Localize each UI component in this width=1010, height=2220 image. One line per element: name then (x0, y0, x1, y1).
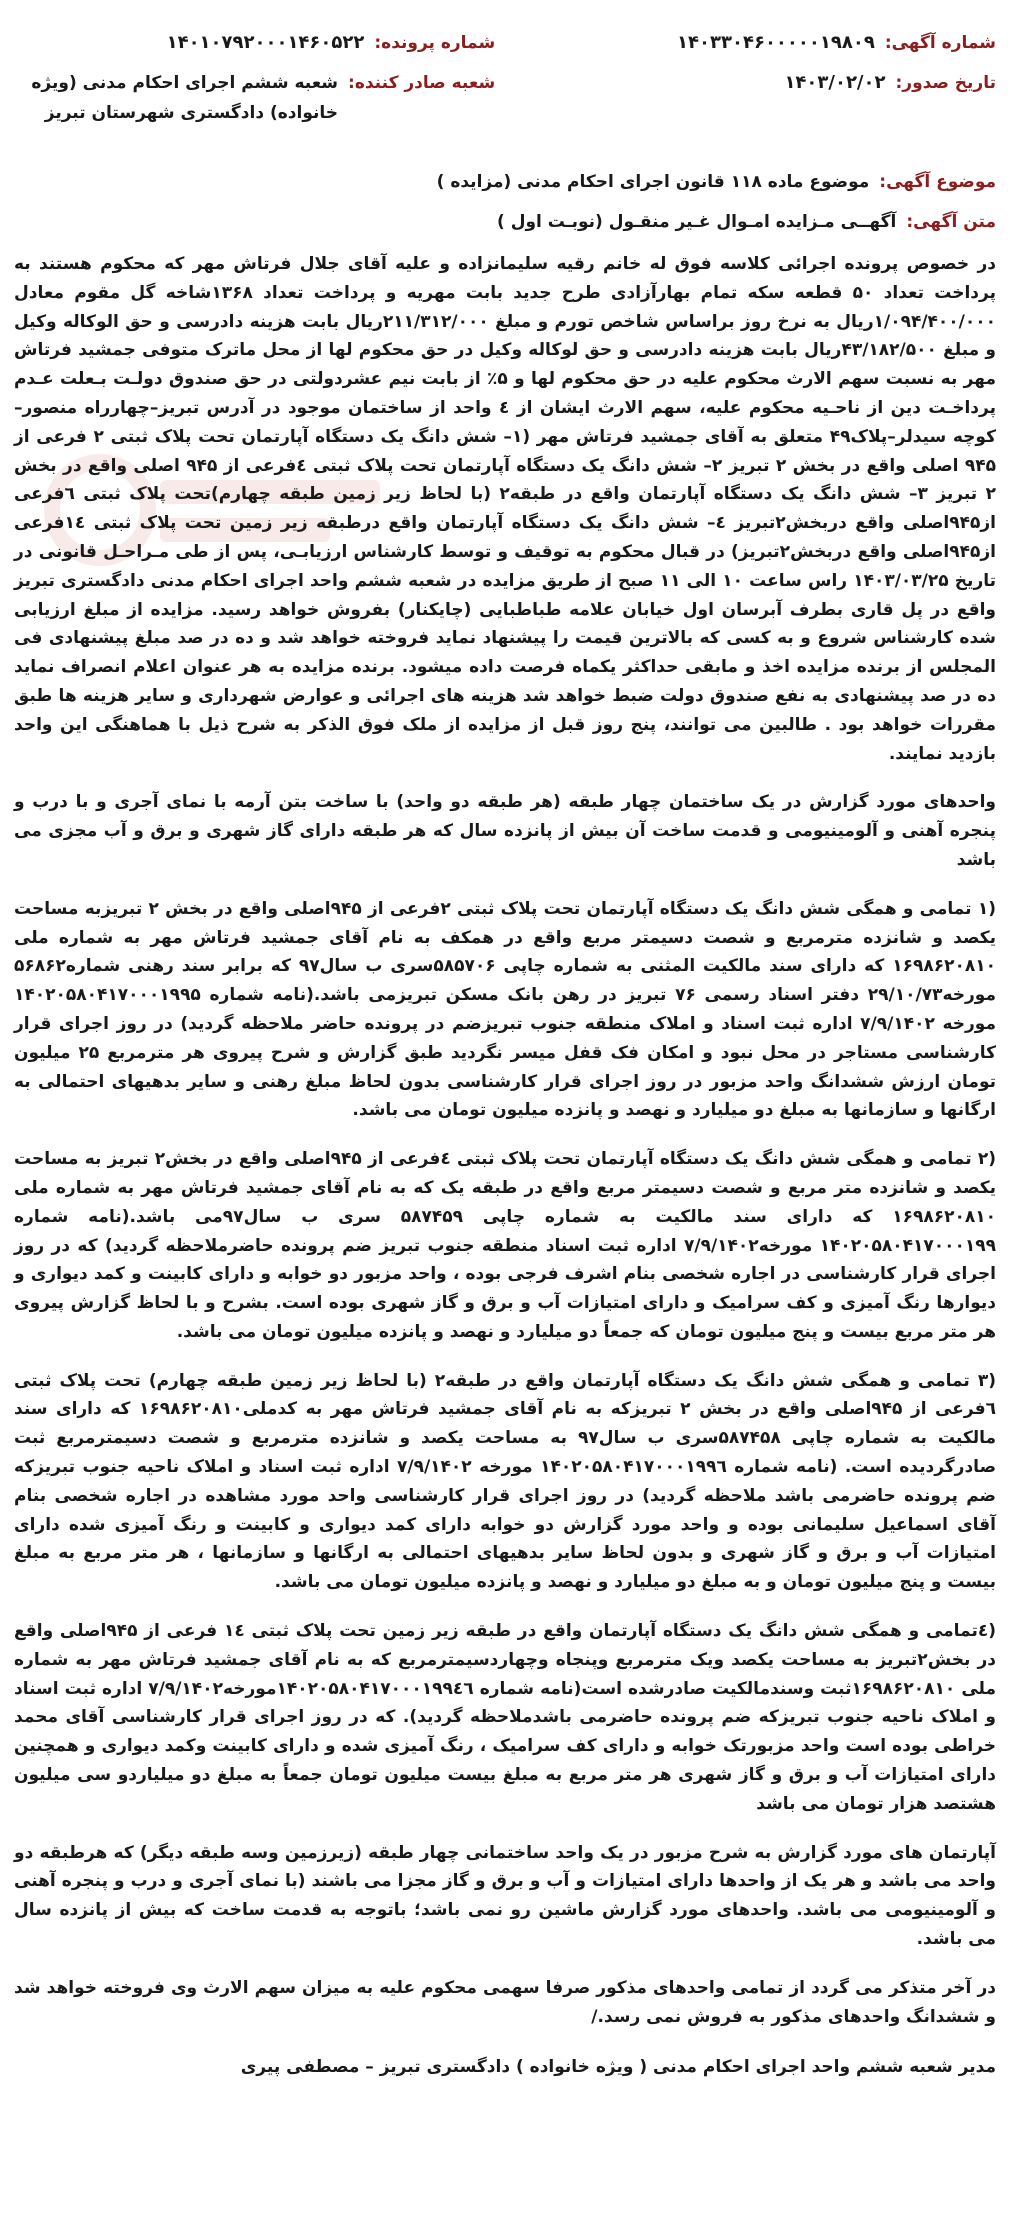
issue-date-value: ۱۴۰۳/۰۲/۰۲ (784, 72, 886, 93)
subject-label: موضوع آگهی: (879, 172, 996, 192)
issue-date-label: تاریخ صدور: (895, 73, 996, 93)
paragraph-summary: آپارتمان های مورد گزارش به شرح مزبور در یک واحد ساختمانی چهار طبقه (زیرزمین وسه طبقه دیگر) که هرطبقه دو واحد می باشد و هر یک از واحدها دارای امتیازات و آب و برق و گاز مجزا می باشند (با نمای آجری و درب و پنجره آهنی و آلومینیومی می باشد. واحدهای مورد گزارش ماشین رو نمی باشد؛ باتوجه به قدمت ساخت که بیش از پانزده سال می باشد. (14, 1842, 996, 1950)
meta-row-2 (14, 68, 996, 128)
paragraph-intro: در خصوص پرونده اجرائی کلاسه فوق له خانم رقیه سلیمانزاده و علیه آقای جلال فرتاش مهر که محکوم هستند به پرداخت تعداد ۵۰ قطعه سکه تمام بهارآزادی طرح جدید بابت مهریه و پرداخت تعداد ۱۳۶۸شاخه گل مقوم معادل ۱/۰۹۴/۴۰۰/۰۰۰ریال به نرخ روز براساس شاخص تورم و مبلغ ۲۱۱/۳۱۲/۰۰۰ریال بابت هزینه دادرسی و حق الوکاله وکیل و مبلغ ۴۳/۱۸۲/۵۰۰ریال بابت هزینه دادرسی و حق لوکاله وکیل در حق محکوم لها از محل ماترک متوفی جمشید فرتاش مهر به نسبت سهم الارث محکوم علیه در حق محکوم لها و ۵٪ از بابت نیم عشردولتی در حق صندوق دولـت بـعلت عـدم پرداخـت دین از ناحـیه محکوم علیه، سهم الارث ایشان از ٤ واحد از ساختمان موجود در آدرس تبریز–چهارراه منصور–کوچه سیدلر–پلاک۴۹ متعلق به آقای جمشید فرتاش مهر (۱– شش دانگ یک دستگاه آپارتمان تحت پلاک ثبتی ۲ فرعی از ۹۴۵ اصلی واقع در بخش ۲ تبریز ۲– شش دانگ یک دستگاه آپارتمان تحت پلاک ثبتی ٤فرعی از ۹۴۵ اصلی واقع در بخش ۲ تبریز ۳– شش دانگ یک دستگاه آپارتمان واقع در طبقه۲ (با لحاظ زیر زمین طبقه چهارم)تحت پلاک ثبتی ٦فرعی از۹۴۵اصلی واقع دربخش۲تبریز ٤– شش دانگ یک دستگاه آپارتمان واقع درطبقه زیر زمین تحت پلاک ثبتی ١٤فرعی از۹۴۵اصلی واقع دربخش۲تبریز) در قبال محکوم به توقیف و توسط کارشناس ارزیابـی، پس از طی مـراحـل قانونی در تاریخ ۱۴۰۳/۰۳/۲۵ راس ساعت ۱۰ الی ۱۱ صبح از طریق مزایده در شعبه ششم واحد اجرای احکام مدنی دادگستری تبریز واقع در پل قاری بطرف آبرسان اول خیابان علامه طباطبایی (چایکنار) بفروش خواهد رسید. مزایده از مبلغ ارزیابی شده کارشناس شروع و به کسی که بالاترین قیمت را پیشنهاد نماید فروخته خواهد شد و ده در صد مبلغ پیشنهادی فی المجلس از برنده مزایده اخذ و مابقی حداکثر یکماه فرصت داده میشود. برنده مزایده به هر عنوان اعلام انصراف نماید ده در صد پیشنهادی به نفع صندوق دولت ضبط خواهد شد هزینه های اجرائی و عوارض شهرداری و سایر هزینه ها طبق مقررات خواهد بود . طالبین می توانند، پنج روز قبل از مزایده از ملک فوق الذکر به شرح ذیل با هماهنگی این واحد بازدید نمایند. (14, 254, 997, 764)
issue-date (515, 68, 996, 98)
body-header (14, 212, 996, 232)
body-title: آگهــی مـزایده امـوال غـیر منقـول (نوبـت اول ) (497, 212, 897, 232)
case-number-value: ۱۴۰۱۰۷۹۲۰۰۰۱۴۶۰۵۲۲ (166, 32, 365, 53)
ad-number (515, 28, 996, 58)
body-label: متن آگهی: (906, 212, 996, 232)
case-number (14, 28, 495, 58)
subject (14, 172, 996, 192)
case-number-label: شماره پرونده: (374, 33, 496, 53)
issuer-value: شعبه ششم اجرای احکام مدنی (ویژه خانواده) دادگستری شهرستان تبریز (31, 73, 339, 123)
ad-number-value: ۱۴۰۳۳۰۴۶۰۰۰۰۰۱۹۸۰۹ (677, 32, 875, 53)
paragraph-unit-2: (۲ تمامی و همگی شش دانگ یک دستگاه آپارتمان تحت پلاک ثبتی ٤فرعی از ۹۴۵اصلی واقع در بخش۲ تبریز به مساحت یکصد و شانزده متر مربع و شصت دسیمتر مربع واقع در طبقه یک که به نام آقای جمشید فرتاش مهر به شماره ملی ۱۶۹۸۶۲۰۸۱۰ که دارای سند مالکیت به شماره چاپی ۵۸۷۴۵۹ سری ب سال۹۷می باشد.(نامه شماره ۱۴۰۲۰۵۸۰۴۱۷۰۰۰۱۹۹ مورخه۷/۹/۱۴۰۲ اداره ثبت اسناد منطقه جنوب تبریز ضم پرونده حاضرملاحظه گردید) که در روز اجرای قرار کارشناسی در اجاره شخصی بنام اشرف فرجی بوده ، واحد مزبور دو خوابه و دارای کابینت و کمد دیواری و دیوارها رنگ آمیزی و کف سرامیک و دارای امتیازات آب و برق و گاز شهری بوده است. بشرح و با لحاظ گزارش پیروی هر متر مربع بیست و پنج میلیون تومان که جمعاً دو میلیارد و نهصد و پانزده میلیون تومان می باشد. (14, 1149, 996, 1342)
issuer (14, 68, 495, 128)
subject-value: موضوع ماده ۱۱۸ قانون اجرای احکام مدنی (مزایده ) (436, 172, 870, 192)
paragraph-building: واحدهای مورد گزارش در یک ساختمان چهار طبقه (هر طبقه دو واحد) با ساخت بتن آرمه با نمای آجری و با درب و پنجره آهنی و آلومینیومی و قدمت ساخت آن بیش از پانزده سال که هر طبقه دارای گاز شهری و برق و آب مجزی می باشد (14, 792, 996, 870)
paragraph-unit-3: (۳ تمامی و همگی شش دانگ یک دستگاه آپارتمان واقع در طبقه۲ (با لحاظ زیر زمین طبقه چهارم) تحت پلاک ثبتی ٦فرعی از ۹۴۵اصلی واقع در بخش ۲ تبریزکه به نام آقای جمشید فرتاش مهر به کدملی۱۶۹۸۶۲۰۸۱۰ که دارای سند مالکیت به شماره چاپی ۵۸۷۴۵۸سری ب سال۹۷ به مساحت یکصد و شانزده مترمربع و شصت دسیمترمربع ثبت صادرگردیده است. (نامه شماره ۱۴۰۲۰۵۸۰۴۱۷۰۰۰۱۹۹٦ مورخه ۷/۹/۱۴۰۲ اداره ثبت اسناد و املاک ناحیه جنوب تبریزکه ضم پرونده حاضرمی باشد ملاحظه گردید) در روز اجرای قرار کارشناسی واحد مورد مشاهده در اجاره شخصی بنام آقای اسماعیل سلیمانی بوده و واحد مورد گزارش دو خوابه دارای کمد دیواری و کابینت و رنگ آمیزی شده دارای امتیازات آب و برق و گاز شهری و بدون لحاظ سایر بدهیهای احتمالی به ارگانها و سازمانها ، هر متر مربع به مبلغ بیست و پنج میلیون تومان و به مبلغ دو میلیارد و نهصد و پانزده میلیون تومان می باشد. (14, 1370, 997, 1593)
signature: مدیر شعبه ششم واحد اجرای احکام مدنی ( ویژه خانواده ) دادگستری تبریز – مصطفی پیری (240, 2057, 996, 2078)
ad-number-label: شماره آگهی: (884, 33, 996, 53)
meta-row-1 (14, 28, 996, 58)
paragraph-note: در آخر متذکر می گردد از تمامی واحدهای مذکور صرفا سهمی محکوم علیه به میزان سهم الارث وی فروخته خواهد شد و ششدانگ واحدهای مذکور به فروش نمی رسد./ (14, 1977, 996, 2027)
issuer-label: شعبه صادر کننده: (348, 73, 496, 93)
paragraph-unit-1: (۱ تمامی و همگی شش دانگ یک دستگاه آپارتمان تحت پلاک ثبتی ۲فرعی از ۹۴۵اصلی واقع در بخش ۲ تبریزبه مساحت یکصد و شانزده مترمربع و شصت دسیمتر مربع واقع در همکف به نام آقای جمشید فرتاش مهر به شماره ملی ۱۶۹۸۶۲۰۸۱۰ که دارای سند مالکیت المثنی به شماره چاپی ۵۸۵۷۰۶سری ب سال۹۷ که برابر سند رهنی شماره۵۶۸۶۲ مورخه۲۹/۱۰/۷۳ دفتر اسناد رسمی ۷۶ تبریز در رهن بانک مسکن تبریزمی باشد.(نامه شماره ۱۴۰۲۰۵۸۰۴۱۷۰۰۰۱۹۹۵ مورخه ۷/۹/۱۴۰۲ اداره ثبت اسناد و املاک منطقه جنوب تبریزضم در پرونده حاضر ملاحظه گردید) در روز اجرای قرار کارشناسی مستاجر در محل نبود و امکان فک قفل میسر نگردید طبق گزارش و شرح پیروی هر مترمربع ۲۵ میلیون تومان ارزش ششدانگ واحد مزبور در روز اجرای قرار کارشناسی بدون لحاظ مبلغ رهنی و سایر بدهیهای احتمالی به ارگانها و سازمانها به مبلغ دو میلیارد و نهصد و پانزده میلیون تومان می باشد. (14, 898, 996, 1121)
paragraph-unit-4: (٤تمامی و همگی شش دانگ یک دستگاه آپارتمان واقع در طبقه زیر زمین تحت پلاک ثبتی ١٤ فرعی از ۹۴۵اصلی واقع در بخش۲تبریز به مساحت یکصد ویک مترمربع وپنجاه وچهاردسیمترمربع که به نام آقای جمشید فرتاش مهر به شماره ملی ۱۶۹۸۶۲۰۸۱۰ثبت وسندمالکیت صادرشده است(نامه شماره ۱۴۰۲۰۵۸۰۴۱۷۰۰۰۱۹۹٤٦مورخه۷/۹/۱۴۰۲ اداره ثبت اسناد و املاک ناحیه جنوب تبریزکه ضم پرونده حاضرمی باشدملاحظه گردید). که در روز اجرای قرار کارشناسی آقای محمد خراطی بوده است واحد مزبورتک خوابه و دارای کف سرامیک ، رنگ آمیزی شده و دارای کابینت وکمد دیواری و همچنین دارای امتیازات آب و برق و گاز شهری هر متر مربع به مبلغ بیست میلیون تومان جمعاً به مبلغ دو میلیاردو سی میلیون هشتصد هزار تومان می باشد (14, 1621, 996, 1814)
